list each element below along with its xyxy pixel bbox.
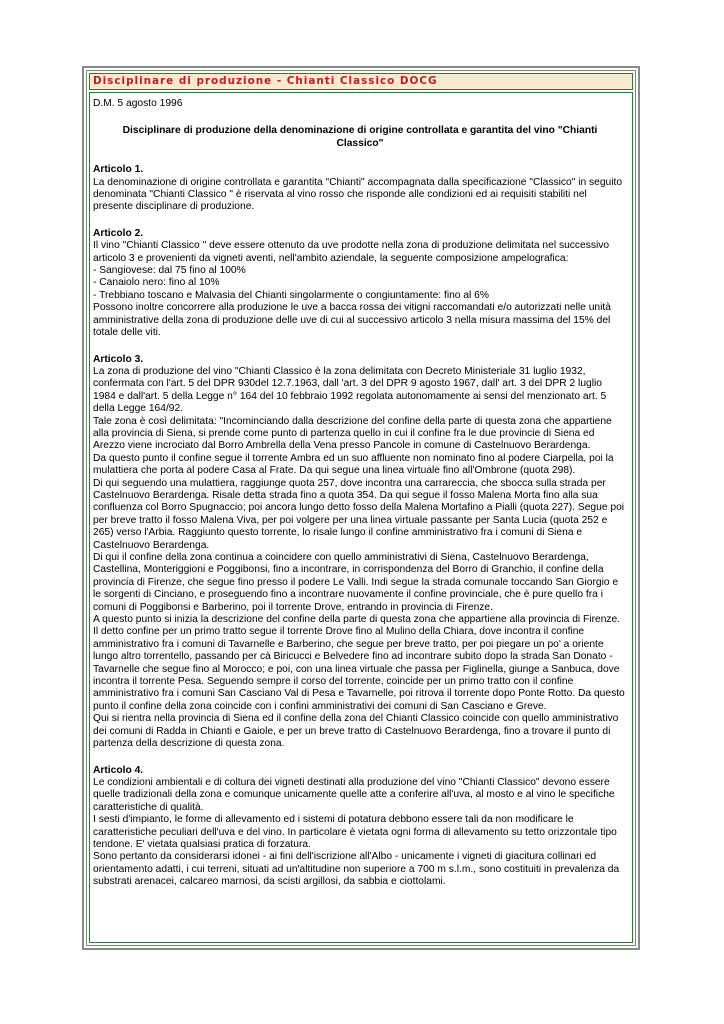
article-paragraph: Il vino "Chianti Classico " deve essere ottenuto da uve prodotte nella zona di produzione delimitata nel successivo articolo 3 e provenienti da vigneti aventi, nell'ambito aziendale, la seguente composizione ampelografica: xyxy=(93,240,610,264)
document-frame xyxy=(82,66,640,950)
grape-list-item: - Canaiolo nero: fino al 10% xyxy=(93,277,220,289)
article-paragraph: Tale zona è così delimitata: "Incominciando dalla descrizione del confine della parte di questa zona che appartiene alla provincia di Siena, si prende come punto di partenza quello in cui il confine fra le due provincie di Siena ed Arezzo viene incrociato dal Borro Ambrella della Vena presso Pancole in comune di Castelnuovo Berardenga. xyxy=(93,415,612,452)
grape-list-item: - Sangiovese: dal 75 fino al 100% xyxy=(93,265,246,277)
document-heading: Disciplinare di produzione della denominazione di origine controllata e garantita del vino "Chianti Classico" xyxy=(122,125,598,149)
article-paragraph: A questo punto si inizia la descrizione del confine della parte di questa zona che appartiene alla provincia di Firenze. Il detto confine per un primo tratto segue il torrente Drove fino al Mulino della Chiara, dove incontra il confine amministrativo fra i comuni di Tavarnelle e Barberino, che segue per breve tratto, per poi piegare un po' a oriente lungo altro torrentello, passando per cà Biricucci e Belvedere fino ad incontrare subito dopo la strada San Donato - Tavarnelle che segue fino al Morocco; e poi, con una linea virtuale che passa per Figlinella, giunge a Sanbuca, dove incontra il torrente Pesa. Seguendo sempre il corso del torrente, coincide per un primo tratto con il confine amministrativo fra i comuni San Casciano Val di Pesa e Tavarnelle, poi ritrova il torrente dopo Ponte Rotto. Da questo punto il confine della zona coincide con i confini amministrativi dei comuni di San Casciano e Greve. xyxy=(93,614,625,712)
article-1 xyxy=(93,164,627,214)
article-title: Articolo 3. xyxy=(93,353,144,365)
article-paragraph: Sono pertanto da considerarsi idonei - ai fini dell'iscrizione all'Albo - unicamente i vigneti di giacitura collinari ed orientamento adatti, i cui terreni, situati ad un'altitudine non superiore a 700 m s.l.m., sono costituiti in prevalenza da substrati arenacei, calcareo marnosi, da scisti argillosi, da sabbia e ciottolami. xyxy=(93,851,620,888)
document-body xyxy=(89,92,633,943)
article-paragraph: Le condizioni ambientali e di coltura dei vigneti destinati alla produzione del vino "Chianti Classico" devono essere quelle tradizionali della zona e comunque unicamente quelle atte a conferire all'uva, al mosto e al vino le specifiche caratteristiche di qualità. xyxy=(93,776,615,813)
article-paragraph: Qui si rientra nella provincia di Siena ed il confine della zona del Chianti Classico coincide con quello amministrativo dei comuni di Radda in Chianti e Gaiole, e per un breve tratto di Castelnuovo Berardenga, fino a trovare il punto di partenza della descrizione di questa zona. xyxy=(93,713,619,750)
article-4 xyxy=(93,765,627,889)
article-3 xyxy=(93,354,627,751)
article-paragraph: Da questo punto il confine segue il torrente Ambra ed un suo affluente non nominato fino al podere Ciarpella, poi la mulattiera che porta al podere Casa al Frate. Da qui segue una linea virtuale fino all'Ombrone (quota 298). xyxy=(93,452,614,477)
article-paragraph: Di qui seguendo una mulattiera, raggiunge quota 257, dove incontra una carrareccia, che sbocca sulla strada per Castelnuovo Berardenga. Risale detta strada fino a quota 354. Da qui segue il fosso Malena Morta fino alla sua confluenza col Borro Spugnaccio; poi ancora lungo detto fosso della Malena Mortafino a Pialli (quota 227). Segue poi per breve tratto il fosso Malena Viva, per poi volgere per una linea virtuale passante per Santa Lucia (quota 252 e 265) verso l'Arbia. Raggiunto questo torrente, lo risale lungo il confine amministrativo fra i comuni di Siena e Castelnuovo Berardenga. xyxy=(93,477,625,551)
document-table xyxy=(86,70,636,946)
article-paragraph: La zona di produzione del vino "Chianti Classico è la zona delimitata con Decreto Ministeriale 31 luglio 1932, confermata con l'art. 5 del DPR 930del 12.7.1963, dall 'art. 3 del DPR 9 agosto 1967, dall' art. 3 del DPR 2 luglio 1984 e dall'art. 5 della Legge n° 164 del 10 febbraio 1992 regolata autonomamente ai sensi del menzionato art. 5 della Legge 164/92. xyxy=(93,365,607,415)
grape-list-item: - Trebbiano toscano e Malvasia del Chianti singolarmente o congiuntamente: fino al 6% xyxy=(93,289,489,301)
article-title: Articolo 1. xyxy=(93,164,144,176)
article-title: Articolo 2. xyxy=(93,227,144,239)
article-paragraph: La denominazione di origine controllata e garantita "Chianti" accompagnata dalla specificazione "Classico" in seguito denominata "Chianti Classico " è riservata al vino rosso che risponde alle condizioni ed ai requisiti stabiliti nel presente disciplinare di produzione. xyxy=(93,176,623,213)
article-2 xyxy=(93,228,627,340)
article-title: Articolo 4. xyxy=(93,764,144,776)
decree-date: D.M. 5 agosto 1996 xyxy=(93,98,183,109)
document-title: Disciplinare di produzione - Chianti Classico DOCG xyxy=(89,73,633,90)
article-paragraph: Di qui il confine della zona continua a coincidere con quello amministrativi di Siena, Castelnuovo Berardenga, Castellina, Monteriggioni e Poggibonsi, fino a incontrare, in corrispondenza del Borro di Granchio, il confine della provincia di Firenze, che segue fino presso il podere Le Valli. Indi segue la strada comunale toccando San Giorgio e le sorgenti di Cinciano, e proseguendo fino a incontrare nuovamente il confine provinciale, che è pure quello fra i comuni di Poggibonsi e Barberino, poi il torrente Drove, entrando in provincia di Firenze. xyxy=(93,552,619,613)
article-paragraph: I sesti d'impianto, le forme di allevamento ed i sistemi di potatura debbono essere tali da non modificare le caratteristiche peculiari dell'uva e del vino. In particolare è vietata ogni forma di allevamento su tetto orizzontale tipo tendone. E' vietata qualsiasi pratica di forzatura. xyxy=(93,814,617,850)
article-paragraph: Possono inoltre concorrere alla produzione le uve a bacca rossa dei vitigni raccomandati e/o autorizzati nelle unità amministrative della zona di produzione delle uve di cui al successivo articolo 3 nella misura massima del 15% del totale delle viti. xyxy=(93,302,611,339)
